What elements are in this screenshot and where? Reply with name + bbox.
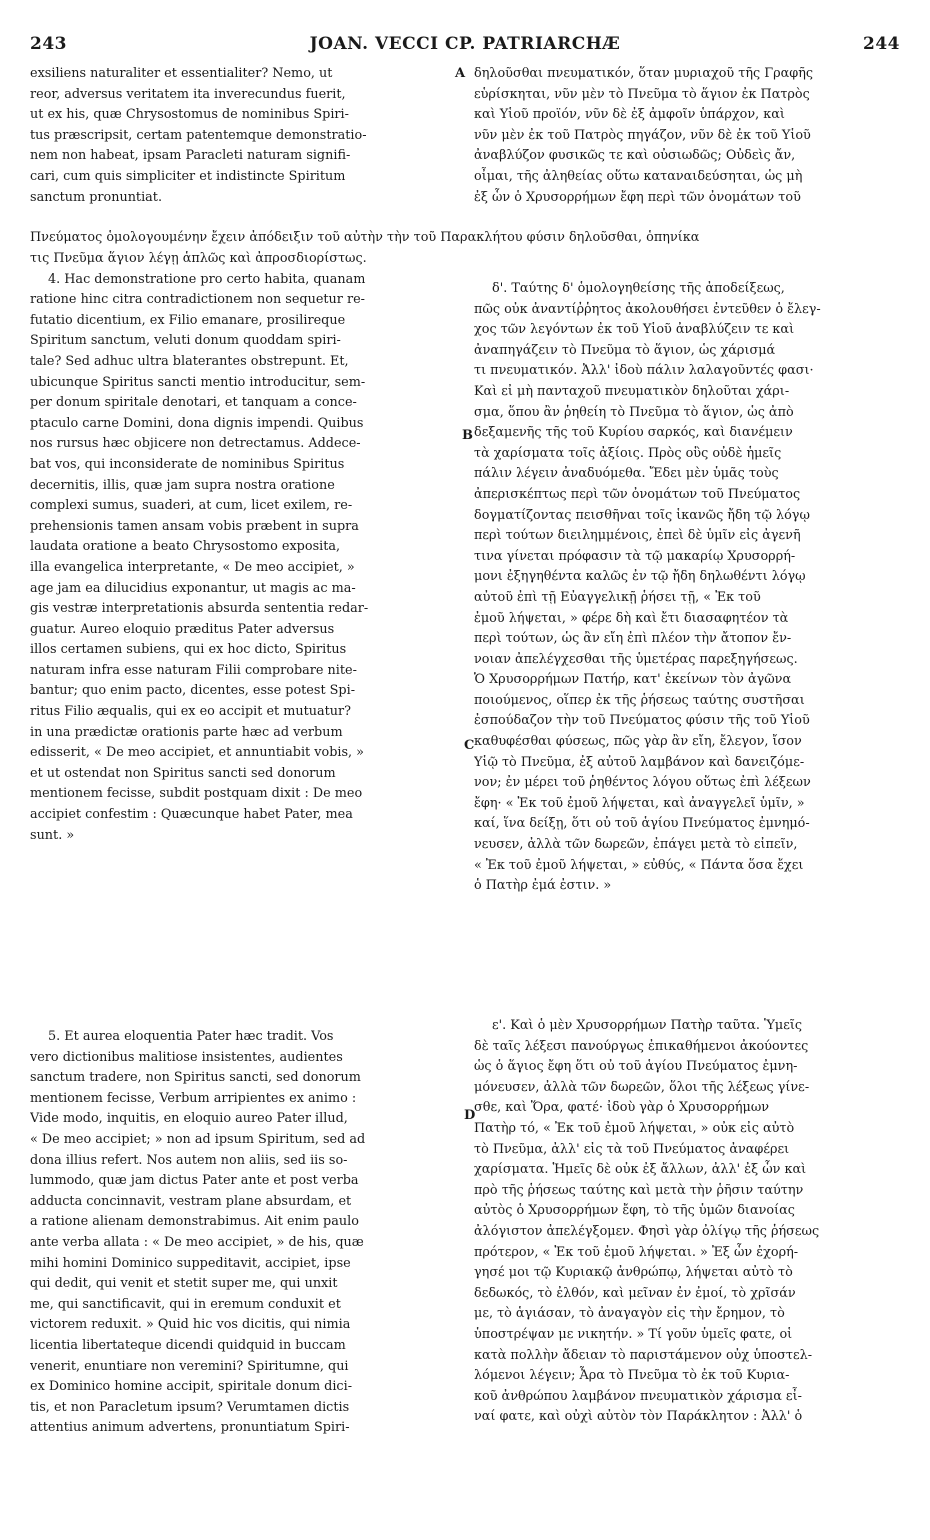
margin-marker-a: A [455,66,466,81]
text-line: per donum spiritale denotari, et tanquam a conce- [30,395,357,411]
text-line: ante verba allata : « De meo accipiet, » de his, quæ [30,1234,364,1250]
page-number-right: 244 [863,34,900,54]
text-line: ubicunque Spiritus sancti mentio introducitur, sem- [30,374,366,390]
left-column-latin-bottom [30,1027,460,1439]
text-line: in una prædictæ orationis parte hæc ad verbum [30,724,343,740]
text-line: ex Dominico homine accipit, spiritale donum dici- [30,1379,353,1395]
text-line: καὶ Υἱοῦ προϊόν, νῦν δὲ ἐξ ἀμφοῖν ὑπάρχον, καὶ [474,107,785,123]
text-line: illos certamen subiens, qui ex hoc dicto, Spiritus [30,642,347,658]
text-line: victorem reduxit. » Quid hic vos dicitis, qui nimia [30,1317,351,1333]
text-line: ἀναβλύζον φυσικῶς τε καὶ οὐσιωδῶς; Οὐδεὶς ἄν, [474,148,796,164]
text-line: ritus Filio æqualis, qui ex eo accipit et mutuatur? [30,704,352,720]
text-line: τις Πνεῦμα ἅγιον λέγῃ ἁπλῶς καὶ ἀπροσδιορίστως. [30,251,367,266]
text-line: ναί φατε, καὶ οὐχὶ αὐτὸν τὸν Παράκλητον : Ἀλλ' ὁ [474,1409,803,1425]
text-line: πάλιν λέγειν ἀναδυόμεθα. Ἔδει μὲν ὑμᾶς τοὺς [474,466,779,482]
text-line: ut ex his, quæ Chrysostomus de nominibus Spiri- [30,107,349,123]
text-line: πρότερον, « Ἐκ τοῦ ἐμοῦ λήψεται. » Ἐξ ὧν ἐχορή- [474,1244,799,1260]
text-line: περὶ τούτων διειλημμένοις, ἐπεὶ δὲ ὑμῖν εἰς ἀγενῆ [474,528,801,544]
text-line: edisserit, « De meo accipiet, et annuntiabit vobis, » [30,745,365,761]
text-line: τὰ χαρίσματα τοῖς ἀξίοις. Πρὸς οὓς οὐδὲ ἡμεῖς [474,445,782,461]
text-line: Vide modo, inquitis, en eloquio aureo Pater illud, [30,1111,348,1127]
text-line: αὐτοῦ ἐπὶ τῇ Εὐαγγελικῇ ῥήσει τῇ, « Ἐκ τοῦ [474,589,761,605]
page-header [30,34,900,62]
margin-marker-b: B [462,428,473,443]
right-column-greek-top [474,64,902,208]
text-line: 4. Hac demonstratione pro certo habita, quanam [48,271,366,287]
text-line: complexi sumus, suaderi, at cum, licet exilem, re- [30,498,353,514]
text-line: καθυφέσθαι φύσεως, πῶς γὰρ ἂν εἴη, ἔλεγον, ἴσον [474,734,802,750]
text-line: tale? Sed adhuc ultra blaterantes obstrepunt. Et, [30,353,349,369]
text-line: guatur. Aureo eloquio præditus Pater adversus [30,621,335,637]
cross-column-line: Πνεύματος ὁμολογουμένην ἔχειν ἀπόδειξιν τοῦ αὐτὴν τὴν τοῦ Παρακλήτου φύσιν δηλοῦσθαι, ὁπηνίκα [30,230,700,245]
text-line: ὡς ὁ ἅγιος ἔφη ὅτι οὐ τοῦ ἁγίου Πνεύματος ἐμνη- [474,1059,798,1075]
text-line: περὶ τούτων, ὡς ἂν εἴη ἐπὶ πλέον τὴν ἄτοπον ἔν- [474,631,792,647]
text-line: Πατὴρ τό, « Ἐκ τοῦ ἐμοῦ λήψεται, » οὐκ εἰς αὐτὸ [474,1120,795,1136]
text-line: lummodo, quæ jam dictus Pater ante et post verba [30,1173,359,1189]
text-line: χος τῶν λεγόντων ἐκ τοῦ Υἱοῦ ἀναβλύζειν τε καὶ [474,322,795,338]
text-line: licentia libertateque dicendi quidquid in buccam [30,1337,346,1353]
page-number-left: 243 [30,34,67,54]
text-line: δεδωκός, τὸ ἐλθόν, καὶ μεῖναν ἐν ἐμοί, τὸ χρῖσάν [474,1285,796,1301]
running-title: JOAN. VECCI CP. PATRIARCHÆ [309,34,621,54]
text-line: λόμενοι λέγειν; Ἆρα τὸ Πνεῦμα τὸ ἐκ τοῦ Κυρια- [474,1368,790,1384]
text-line: adducta concinnavit, vestram plane absurdam, et [30,1193,352,1209]
text-line: age jam ea dilucidius exponantur, ut magis ac ma- [30,580,356,596]
text-line: δ'. Ταύτης δ' ὁμολογηθείσης τῆς ἀποδείξεως, [492,281,785,296]
text-line: prehensionis tamen ansam vobis præbent in supra [30,518,359,534]
text-line: naturam infra esse naturam Filii comprobare nite- [30,662,357,678]
text-line: μονι ἐξηγηθέντα καλῶς ἐν τῷ ἤδη δηλωθέντι λόγῳ [474,569,806,585]
text-line: τὸ Πνεῦμα, ἀλλ' εἰς τὰ τοῦ Πνεύματος ἀναφέρει [474,1141,790,1157]
text-line: ἐμοῦ λήψεται, » φέρε δὴ καὶ ἔτι διασαφητέον τὰ [474,610,789,626]
text-line: πῶς οὐκ ἀναντίῤῥητος ἀκολουθήσει ἐντεῦθεν ὁ ἔλεγ- [474,301,821,317]
text-line: nos rursus hæc objicere non detrectamus. Addece- [30,436,361,452]
text-line: venerit, enuntiare non veremini? Spiritumne, qui [30,1358,349,1374]
text-line: Καὶ εἰ μὴ πανταχοῦ πνευματικὸν δηλοῦται χάρι- [474,383,790,399]
text-line: τι πνευματικόν. Ἀλλ' ἰδοὺ πάλιν λαλαγοῦντές φασι· [474,363,814,379]
left-column-latin-top [30,64,460,208]
left-column-latin-main [30,249,460,846]
text-line: εὑρίσκηται, νῦν μὲν τὸ Πνεῦμα τὸ ἅγιον ἐκ Πατρὸς [474,86,810,102]
text-line: futatio dicentium, ex Filio emanare, prosilireque [30,312,346,328]
text-line: ἐξ ὧν ὁ Χρυσορρήμων ἔφη περὶ τῶν ὀνομάτων τοῦ [474,189,801,205]
text-line: sanctum tradere, non Spiritus sancti, sed donorum [30,1070,361,1086]
text-line: dona illius refert. Nos autem non aliis, sed iis so- [30,1152,348,1168]
text-line: οἶμαι, τῆς ἀληθείας οὕτω καταναιδεύσηται, ὡς μὴ [474,168,803,184]
text-line: σθε, καὶ Ὅρα, φατέ· ἰδοὺ γὰρ ὁ Χρυσορρήμων [474,1100,770,1116]
text-line: et ut ostendat non Spiritus sancti sed donorum [30,765,336,781]
text-line: sanctum pronuntiat. [30,189,163,205]
text-line: δὲ ταῖς λέξεσι πανούργως ἐπικαθήμενοι ἀκούοντες [474,1038,809,1054]
text-line: Spiritum sanctum, veluti donum quoddam spiri- [30,333,341,349]
text-line: illa evangelica interpretante, « De meo accipiet, » [30,559,355,575]
text-line: mihi homini Dominico suppeditavit, accipiet, ipse [30,1255,351,1271]
text-line: laudata oratione a beato Chrysostomo exposita, [30,539,341,555]
text-line: με, τὸ ἁγιάσαν, τὸ ἀναγαγὸν εἰς τὴν ἔρημον, τὸ [474,1306,785,1322]
right-column-greek-bottom [474,1016,902,1428]
text-line: Υἱῷ τὸ Πνεῦμα, ἐξ αὐτοῦ λαμβάνον καὶ δανειζόμε- [474,754,805,770]
text-line: ἔφη· « Ἐκ τοῦ ἐμοῦ λήψεται, καὶ ἀναγγελεῖ ὑμῖν, » [474,795,805,811]
text-line: ἀλόγιστον ἀπελέγξομεν. Φησὶ γὰρ ὀλίγῳ τῆς ῥήσεως [474,1223,820,1239]
text-line: μόνευσεν, ἀλλὰ τῶν δωρεῶν, ὅλοι τῆς λέξεως γίνε- [474,1079,810,1095]
text-line: tis, et non Paracletum ipsum? Verumtamen dictis [30,1399,350,1415]
text-line: πρὸ τῆς ῥήσεως ταύτης καὶ μετὰ τὴν ῥῆσιν ταύτην [474,1182,804,1198]
text-line: γησέ μοι τῷ Κυριακῷ ἀνθρώπῳ, λήψεται αὐτὸ τὸ [474,1265,793,1281]
text-line: decernitis, illis, quæ jam supra nostra oratione [30,477,335,493]
text-line: accipiet confestim : Quæcunque habet Pater, mea [30,807,353,823]
text-line: reor, adversus veritatem ita inverecundus fuerit, [30,86,346,102]
text-line: κατὰ πολλὴν ἄδειαν τὸ παριστάμενον οὐχ ὑποστελ- [474,1347,813,1363]
text-line: mentionem fecisse, subdit postquam dixit : De meo [30,786,363,802]
text-line: δογματίζοντας πεισθῆναι τοῖς ἱκανῶς ἤδη τῷ λόγῳ [474,507,810,523]
text-line: bat vos, qui inconsiderate de nominibus Spiritus [30,456,345,472]
text-line: ἀναπηγάζειν τὸ Πνεῦμα τὸ ἅγιον, ὡς χάρισμά [474,342,776,358]
text-line: me, qui sanctificavit, qui in eremum conduxit et [30,1296,341,1312]
text-line: νῦν μὲν ἐκ τοῦ Πατρὸς πηγάζον, νῦν δὲ ἐκ τοῦ Υἱοῦ [474,127,811,143]
text-line: κοῦ ἀνθρώπου λαμβάνον πνευματικὸν χάρισμα εἶ- [474,1388,802,1404]
text-line: χαρίσματα. Ἡμεῖς δὲ οὐκ ἐξ ἄλλων, ἀλλ' ἐξ ὧν καὶ [474,1162,807,1178]
text-line: καί, ἵνα δείξῃ, ὅτι οὐ τοῦ ἁγίου Πνεύματος ἐμνημό- [474,816,810,832]
text-line: ποιούμενος, οἵπερ ἐκ τῆς ῥήσεως ταύτης συστῆσαι [474,692,805,708]
text-line: 5. Et aurea eloquentia Pater hæc tradit. Vos [48,1029,334,1044]
text-line: ἀπερισκέπτως περὶ τῶν ὀνομάτων τοῦ Πνεύματος [474,486,801,502]
text-line: Ὁ Χρυσορρήμων Πατήρ, κατ' ἐκείνων τὸν ἀγῶνα [474,672,792,688]
text-line: « Ἐκ τοῦ ἐμοῦ λήψεται, » εὐθύς, « Πάντα ὅσα ἔχει [474,857,804,873]
text-line: ὑποστρέψαν με νικητήν. » Τί γοῦν ὑμεῖς φατε, οἱ [474,1326,793,1342]
text-line: qui dedit, qui venit et stetit super me, qui unxit [30,1276,338,1292]
text-line: ptaculo carne Domini, dona dignis impendi. Quibus [30,415,364,431]
text-line: exsiliens naturaliter et essentialiter? Nemo, ut [30,66,333,81]
margin-marker-c: C [464,738,475,753]
text-line: νευσεν, ἀλλὰ τῶν δωρεῶν, ἐπάγει μετὰ τὸ εἰπεῖν, [474,837,798,853]
text-line: bantur; quo enim pacto, dicentes, esse potest Spi- [30,683,356,699]
text-line: νοιαν ἀπελέγχεσθαι τῆς ὑμετέρας παρεξηγήσεως. [474,651,798,667]
text-line: σμα, ὅπου ἂν ῥηθείη τὸ Πνεῦμα τὸ ἅγιον, ὡς ἀπὸ [474,404,794,420]
text-line: δηλοῦσθαι πνευματικόν, ὅταν μυριαχοῦ τῆς Γραφῆς [474,66,814,81]
text-line: νον; ἐν μέρει τοῦ ῥηθέντος λόγου οὕτως ἐπὶ λέξεων [474,775,811,791]
text-line: attentius animum advertens, pronuntiatum Spiri- [30,1420,350,1436]
text-line: ἐσπούδαζον τὴν τοῦ Πνεύματος φύσιν τῆς τοῦ Υἱοῦ [474,713,810,729]
text-line: tus præscripsit, certam patentemque demonstratio- [30,127,367,143]
text-line: mentionem fecisse, Verbum arripientes ex animo : [30,1090,357,1106]
text-line: αὐτὸς ὁ Χρυσορρήμων ἔφη, τὸ τῆς ὑμῶν διανοίας [474,1203,795,1219]
text-line: sunt. » [30,827,75,843]
text-line: a ratione alienam demonstrabimus. Ait enim paulo [30,1214,359,1230]
right-column-greek-main [474,279,902,897]
text-line: ὁ Πατὴρ ἐμά ἐστιν. » [474,878,612,894]
text-line: « De meo accipiet; » non ad ipsum Spiritum, sed ad [30,1131,366,1147]
text-line: ratione hinc citra contradictionem non sequetur re- [30,292,365,308]
text-line: τινα γίνεται πρόφασιν τὰ τῷ μακαρίῳ Χρυσορρή- [474,548,796,564]
text-line: ε'. Καὶ ὁ μὲν Χρυσορρήμων Πατὴρ ταῦτα. Ὑμεῖς [492,1018,803,1033]
text-line: vero dictionibus malitiose insistentes, audientes [30,1049,343,1065]
text-line: gis vestræ interpretationis absurda sententia redar- [30,601,369,617]
text-line: δεξαμενῆς τῆς τοῦ Κυρίου σαρκός, καὶ διανέμειν [474,425,793,441]
text-line: cari, cum quis simpliciter et indistincte Spiritum [30,168,346,184]
text-line: nem non habeat, ipsam Paracleti naturam signifi- [30,148,351,164]
margin-marker-d: D [464,1108,476,1123]
